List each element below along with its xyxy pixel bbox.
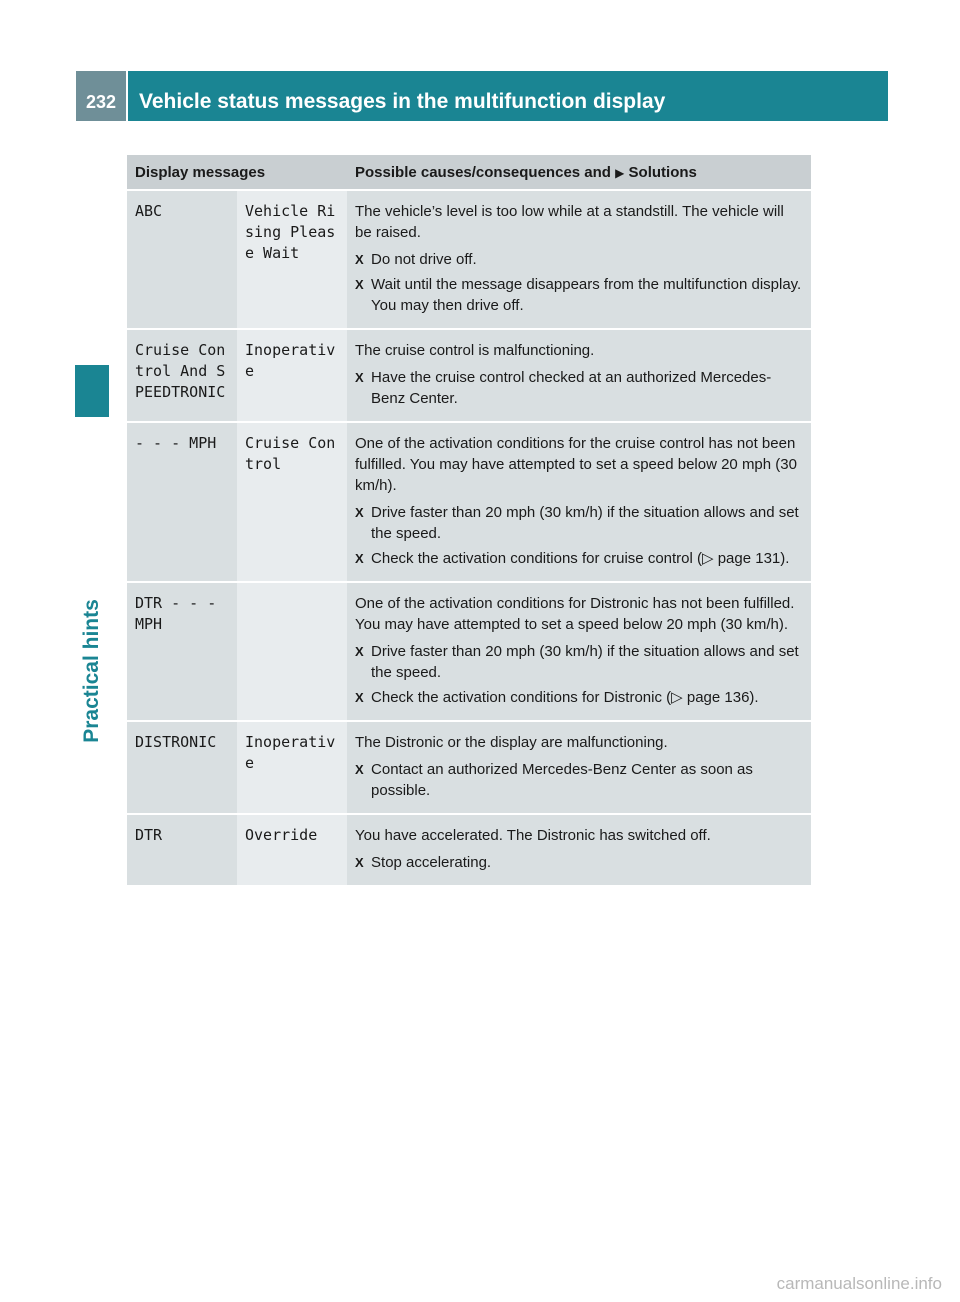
solution-step (355, 641, 803, 683)
table-row (127, 582, 811, 721)
cause-text: The cruise control is malfunctioning. (355, 342, 595, 359)
play-arrow-icon: ▶ (615, 165, 625, 180)
display-message-primary: DTR - - - MPH (127, 582, 237, 721)
solution-step-text: Stop accelerating. (371, 854, 492, 871)
table-row (127, 814, 811, 885)
cause-and-solution (347, 582, 811, 721)
messages-table (127, 155, 811, 885)
side-tab-label: Practical hints (80, 599, 103, 743)
solution-step-text: Have the cruise control checked at an authorized Mercedes-Benz Center. (371, 369, 772, 407)
x-arrow-icon: X (355, 644, 364, 659)
display-message-secondary: Inoperative (237, 721, 347, 814)
solution-step (355, 852, 803, 873)
side-tab (78, 586, 106, 756)
table-row (127, 329, 811, 422)
table-header-row (127, 155, 811, 190)
col-causes-header-pre: Possible causes/consequences and (355, 163, 611, 181)
cause-text: One of the activation conditions for Distronic has not been fulfilled. You may have attempted to set a speed below 20 mph (30 km/h). (355, 595, 795, 633)
x-arrow-icon: X (355, 855, 364, 870)
solution-steps (355, 852, 803, 873)
col-causes-header (347, 155, 811, 190)
table-row (127, 721, 811, 814)
cause-text: You have accelerated. The Distronic has switched off. (355, 827, 711, 844)
x-arrow-icon: X (355, 505, 364, 520)
solution-step (355, 759, 803, 801)
display-message-primary: Cruise Control And SPEEDTRONIC (127, 329, 237, 422)
solution-step (355, 548, 803, 569)
solution-step-text: Drive faster than 20 mph (30 km/h) if the situation allows and set the speed. (371, 504, 799, 542)
cause-and-solution (347, 721, 811, 814)
page-header (76, 71, 888, 121)
cause-text: One of the activation conditions for the cruise control has not been fulfilled. You may have attempted to set a speed below 20 mph (30 km/h). (355, 435, 797, 494)
cause-text: The vehicle’s level is too low while at a standstill. The vehicle will be raised. (355, 203, 784, 241)
display-message-secondary: Vehicle Rising Please Wait (237, 190, 347, 329)
cause-and-solution (347, 329, 811, 422)
display-message-primary: DTR (127, 814, 237, 885)
solution-step-note: You may then drive off. (371, 297, 524, 314)
table-row (127, 422, 811, 582)
x-arrow-icon: X (355, 551, 364, 566)
display-message-secondary: Cruise Control (237, 422, 347, 582)
cause-and-solution (347, 422, 811, 582)
solution-step (355, 502, 803, 544)
x-arrow-icon: X (355, 762, 364, 777)
page-title: Vehicle status messages in the multifunction display (128, 71, 888, 121)
display-message-secondary: Inoperative (237, 329, 347, 422)
display-message-primary: DISTRONIC (127, 721, 237, 814)
display-message-secondary (237, 582, 347, 721)
display-message-primary: - - - MPH (127, 422, 237, 582)
col-causes-header-post: Solutions (628, 163, 697, 181)
x-arrow-icon: X (355, 277, 364, 292)
col-display-messages-header: Display messages (127, 155, 347, 190)
solution-step (355, 249, 803, 270)
solution-steps (355, 367, 803, 409)
solution-steps (355, 249, 803, 316)
cause-and-solution (347, 190, 811, 329)
x-arrow-icon: X (355, 690, 364, 705)
solution-step-text: Wait until the message disappears from the multifunction display. (371, 276, 802, 293)
display-message-secondary: Override (237, 814, 347, 885)
side-tab-marker (75, 365, 109, 417)
watermark: carmanualsonline.info (776, 1274, 942, 1293)
solution-steps (355, 759, 803, 801)
solution-steps (355, 641, 803, 708)
solution-step (355, 367, 803, 409)
display-message-primary: ABC (127, 190, 237, 329)
solution-steps (355, 502, 803, 569)
table-row (127, 190, 811, 329)
solution-step-text: Drive faster than 20 mph (30 km/h) if the situation allows and set the speed. (371, 643, 799, 681)
page-number: 232 (76, 71, 126, 121)
solution-step (355, 274, 803, 316)
solution-step-text: Check the activation conditions for Distronic (▷ page 136). (371, 689, 759, 706)
solution-step-text: Check the activation conditions for cruise control (▷ page 131). (371, 550, 790, 567)
solution-step-text: Contact an authorized Mercedes-Benz Center as soon as possible. (371, 761, 753, 799)
cause-text: The Distronic or the display are malfunctioning. (355, 734, 668, 751)
x-arrow-icon: X (355, 252, 364, 267)
cause-and-solution (347, 814, 811, 885)
x-arrow-icon: X (355, 370, 364, 385)
solution-step-text: Do not drive off. (371, 251, 477, 268)
solution-step (355, 687, 803, 708)
